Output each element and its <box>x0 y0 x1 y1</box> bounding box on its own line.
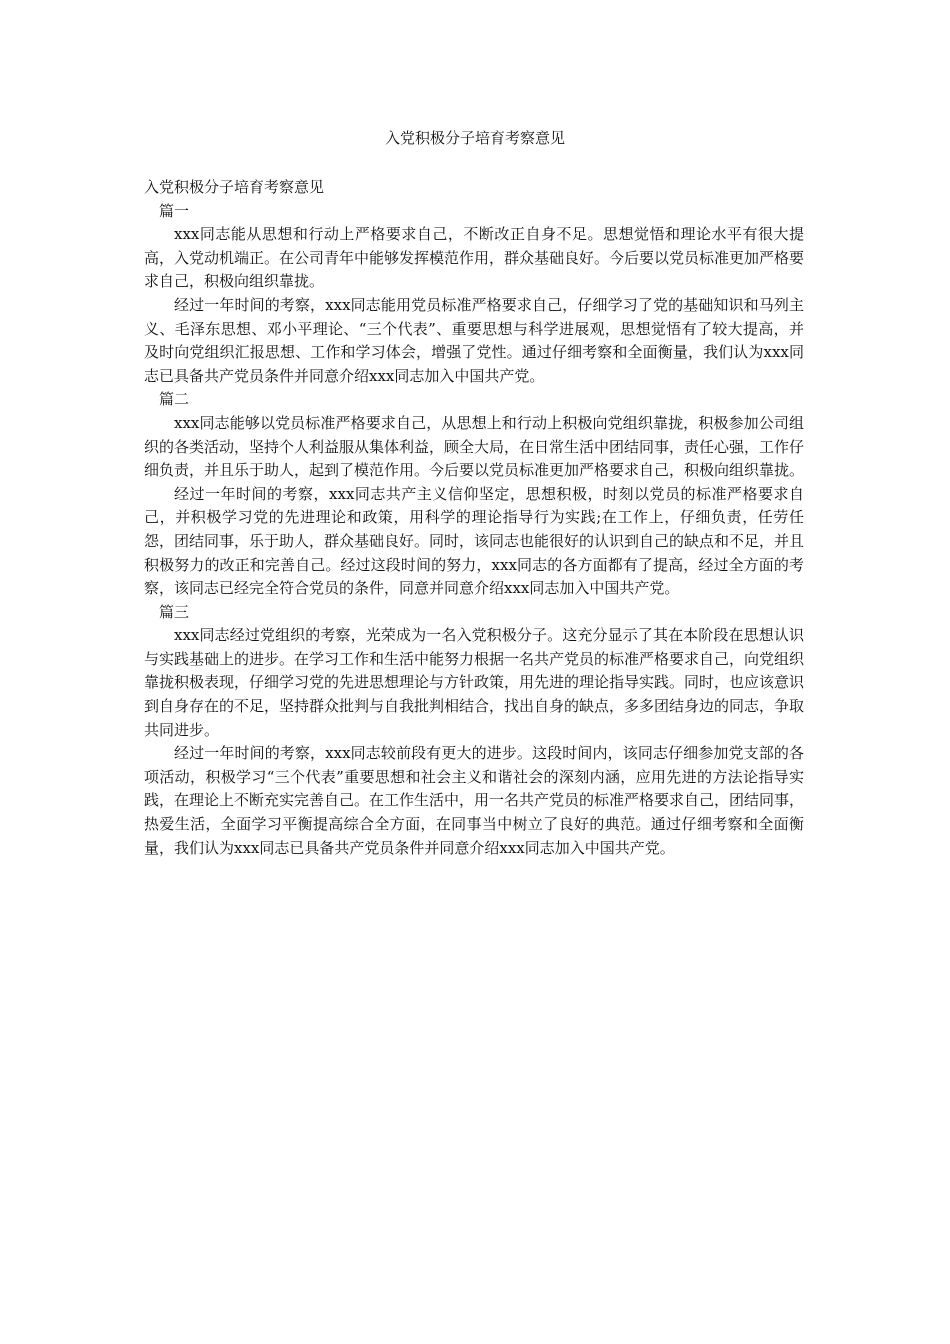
document-body <box>144 176 804 860</box>
section-2-paragraph-2: 经过一年时间的考察，xxx同志共产主义信仰坚定，思想积极，时刻以党员的标准严格要求自己，并积极学习党的先进理论和政策，用科学的理论指导行为实践;在工作上，仔细负责，任劳任怨，团结同事，乐于助人，群众基础良好。同时，该同志也能很好的认识到自己的缺点和不足，并且积极努力的改正和完善自己。经过这段时间的努力，xxx同志的各方面都有了提高，经过全方面的考察，该同志已经完全符合党员的条件，同意并同意介绍xxx同志加入中国共产党。 <box>144 484 805 598</box>
section-3-paragraph-1: xxx同志经过党组织的考察，光荣成为一名入党积极分子。这充分显示了其在本阶段在思想认识与实践基础上的进步。在学习工作和生活中能努力根据一名共产党员的标准严格要求自己，向党组织靠拢积极表现，仔细学习党的先进思想理论与方针政策，用先进的理论指导实践。同时，也应该意识到自身存在的不足，坚持群众批判与自我批判相结合，找出自身的缺点，多多团结身边的同志，争取共同进步。 <box>144 626 805 739</box>
section-heading-3: 篇三 <box>159 602 190 621</box>
document-subtitle: 入党积极分子培育考察意见 <box>144 178 325 196</box>
section-heading-1: 篇一 <box>159 201 190 220</box>
section-1-paragraph-2: 经过一年时间的考察，xxx同志能用党员标准严格要求自己，仔细学习了党的基础知识和马列主义、毛泽东思想、邓小平理论、“三个代表”、重要思想与科学进展观，思想觉悟有了较大提高，并及时向党组织汇报思想、工作和学习体会，增强了党性。通过仔细考察和全面衡量，我们认为xxx同志已具备共产党员条件并同意介绍xxx同志加入中国共产党。 <box>144 295 804 385</box>
section-3-paragraph-2: 经过一年时间的考察，xxx同志较前段有更大的进步。这段时间内，该同志仔细参加党支部的各项活动，积极学习“三个代表”重要思想和社会主义和谐社会的深刻内涵，应用先进的方法论指导实践，在理论上不断充实完善自己。在工作生活中，用一名共产党员的标准严格要求自己，团结同事，热爱生活，全面学习平衡提高综合全方面，在同事当中树立了良好的典范。通过仔细考察和全面衡量，我们认为xxx同志已具备共产党员条件并同意介绍xxx同志加入中国共产党。 <box>144 744 805 857</box>
section-2-paragraph-1: xxx同志能够以党员标准严格要求自己，从思想上和行动上积极向党组织靠拢，积极参加公司组织的各类活动，坚持个人利益服从集体利益，顾全大局，在日常生活中团结同事，责任心强，工作仔细负责，并且乐于助人，起到了模范作用。今后要以党员标准更加严格要求自己，积极向组织靠拢。 <box>144 413 805 480</box>
section-heading-2: 篇二 <box>159 390 190 409</box>
section-1-paragraph-1: xxx同志能从思想和行动上严格要求自己，不断改正自身不足。思想觉悟和理论水平有很大提高，入党动机端正。在公司青年中能够发挥模范作用，群众基础良好。今后要以党员标准更加严格要求自己，积极向组织靠拢。 <box>144 225 805 291</box>
document-title: 入党积极分子培育考察意见 <box>384 129 565 147</box>
